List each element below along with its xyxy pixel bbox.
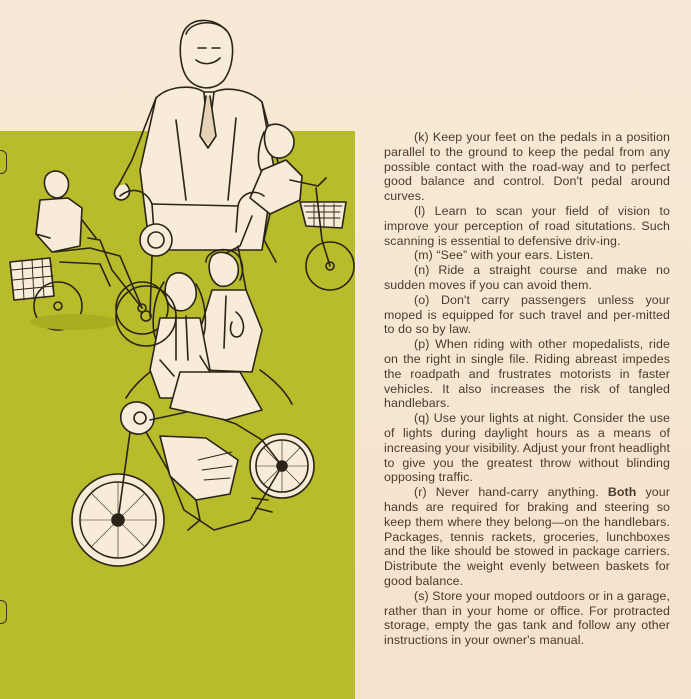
rule-s: (s) Store your moped outdoors or in a garage, rather than in your home or office. For protracted storage, empty the gas tank and follow any other instructions in your owner's manual. bbox=[384, 588, 670, 648]
rule-r-emphasis: Both bbox=[607, 485, 637, 500]
rule-m: (m) “See” with your ears. Listen. bbox=[414, 248, 594, 263]
rule-k: (k) Keep your feet on the pedals in a position parallel to the ground to keep the pedal from any possible contact with the road-way and to perfect good balance and control. Don't pedal around curves. bbox=[384, 130, 670, 204]
rule-l: (l) Learn to scan your field of vision to improve your perception of road situtations. Such scanning is essential to defensive driv-ing. bbox=[384, 203, 670, 248]
safety-rules-text bbox=[384, 130, 670, 648]
man-in-suit-figure bbox=[115, 20, 280, 250]
rule-q: (q) Use your lights at night. Consider the use of lights during daylight hours as a means of increasing your visibility. Adjust your front headlight to give you the greatest throw without blinding opposing traffic. bbox=[384, 411, 670, 485]
front-moped bbox=[72, 370, 314, 566]
rule-r-intro: (r) Never hand-carry anything. bbox=[414, 485, 608, 500]
rule-r bbox=[384, 485, 670, 589]
rule-p: (p) When riding with other mopedalists, ride on the right in single file. Riding abreast impedes the roadpath and frustrates motorists in faster vehicles. It also increases the risk of tangled handlebars. bbox=[384, 337, 670, 411]
rule-r-body: your hands are required for braking and steering so keep them where they belong—on the handlebars. Packages, tennis rackets, groceries, lunchboxes and the like should be stowed in package carriers. Distribute the weight evenly between baskets for good balance. bbox=[384, 485, 670, 588]
rule-o: (o) Don't carry passengers unless your moped is equipped for such travel and per-mitted to do so by law. bbox=[384, 292, 670, 337]
rule-n: (n) Ride a straight course and make no sudden moves if you can avoid them. bbox=[384, 263, 670, 292]
